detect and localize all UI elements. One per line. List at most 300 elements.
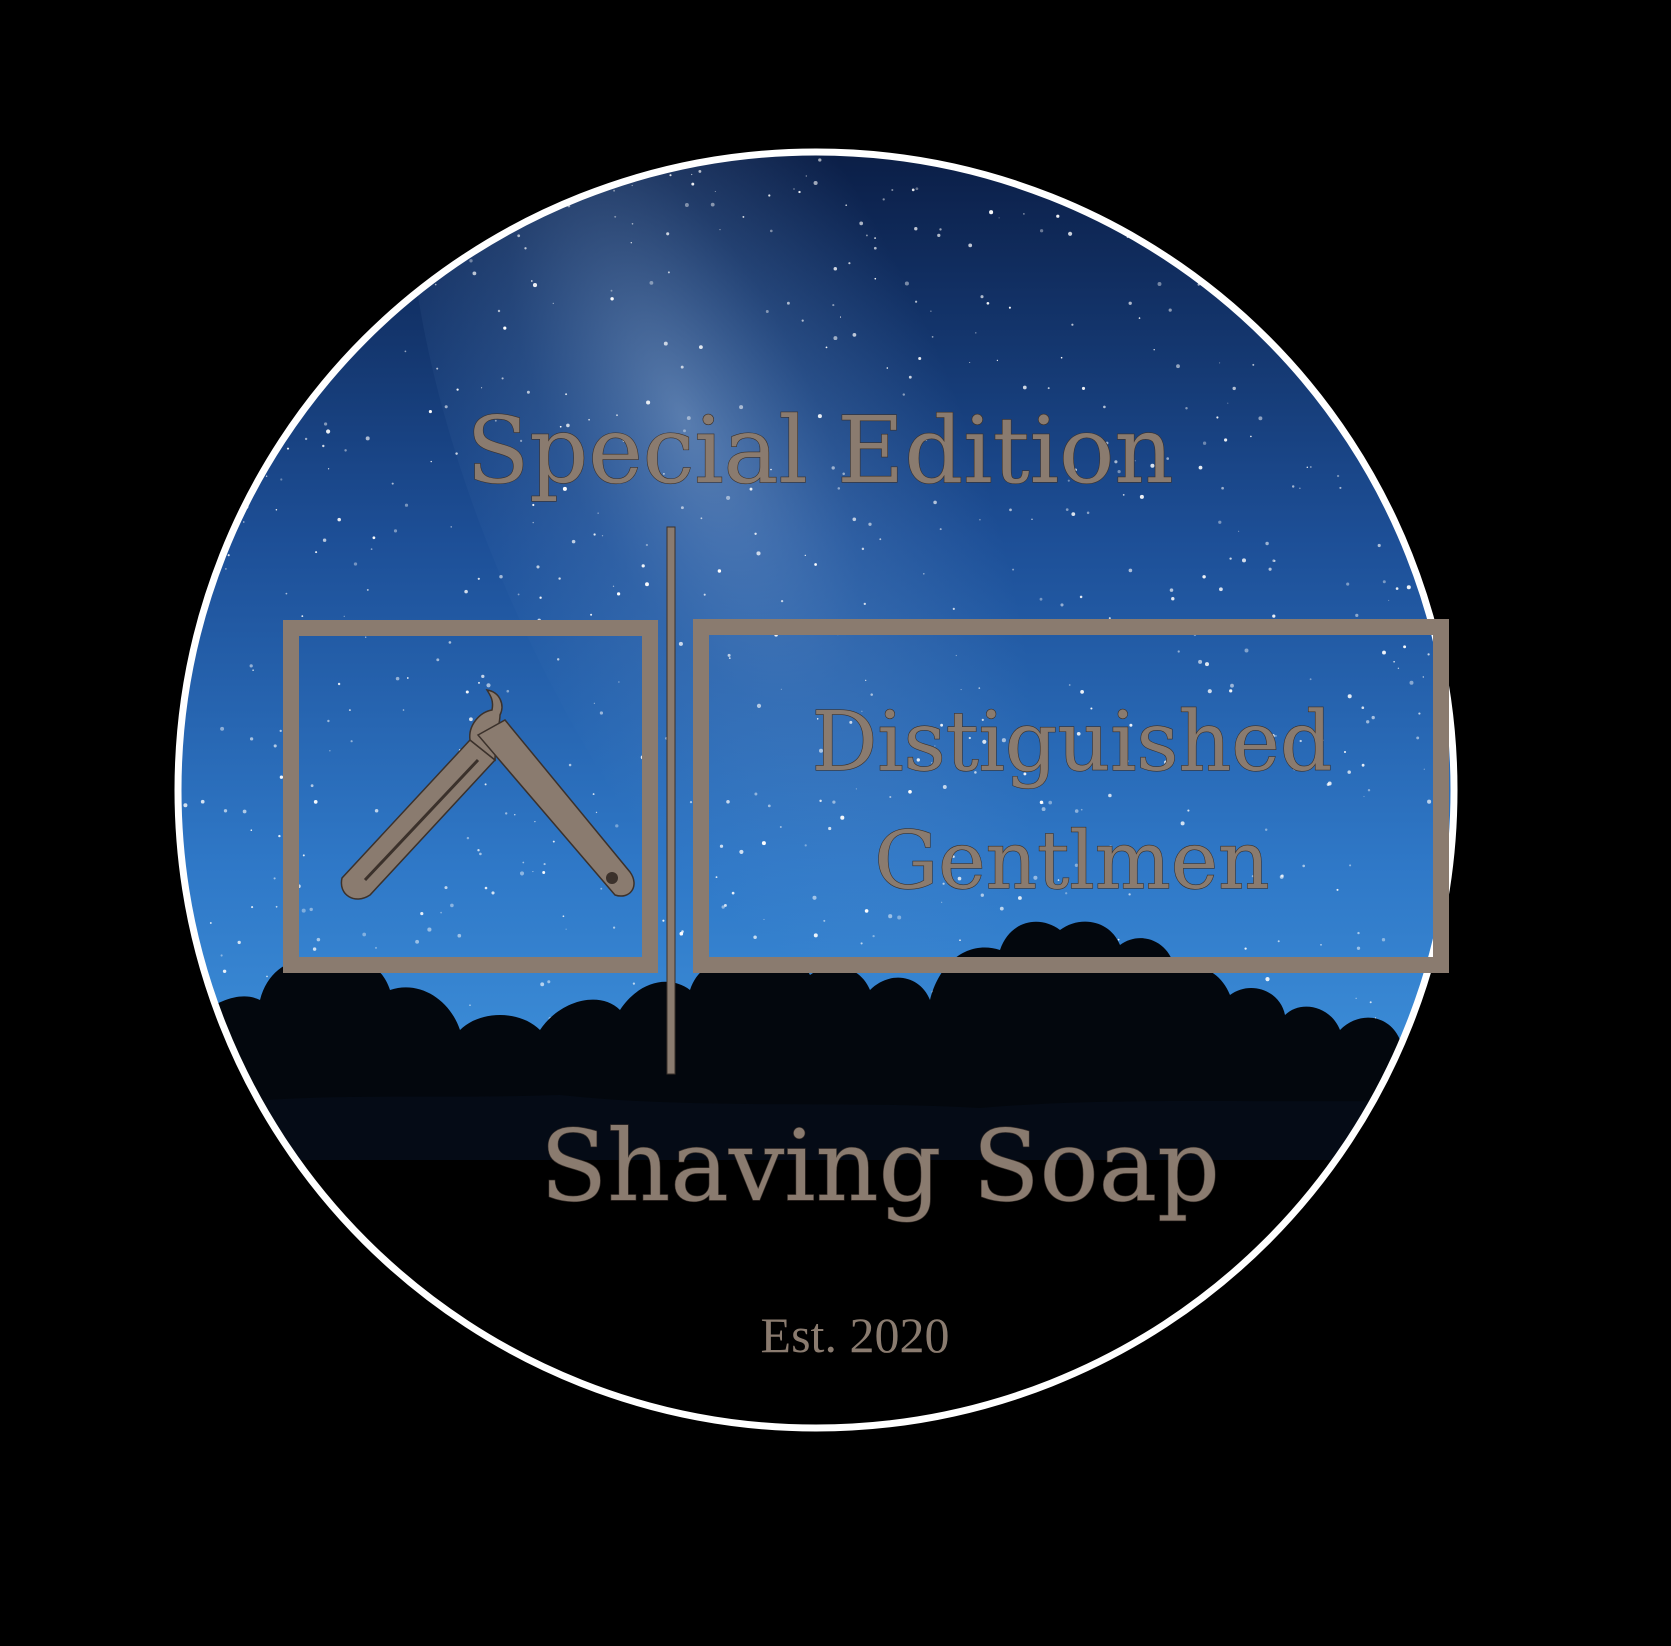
star <box>536 565 539 568</box>
star <box>481 675 484 678</box>
star <box>1265 977 1269 981</box>
star <box>1219 362 1220 363</box>
star <box>309 908 312 911</box>
star <box>415 940 419 944</box>
star <box>445 405 448 408</box>
star <box>225 568 227 570</box>
star <box>1048 387 1050 389</box>
star <box>371 548 373 550</box>
star <box>1357 947 1360 950</box>
star <box>569 764 572 767</box>
star <box>1451 992 1452 993</box>
star <box>1355 614 1358 617</box>
star <box>681 930 684 933</box>
star <box>1396 587 1399 590</box>
star <box>264 311 265 312</box>
star <box>923 573 925 575</box>
star <box>532 504 534 506</box>
star <box>466 221 470 225</box>
star <box>534 821 535 822</box>
star <box>1354 226 1357 229</box>
star <box>1388 600 1389 601</box>
star <box>1040 801 1043 804</box>
star <box>1040 598 1043 601</box>
star <box>327 720 329 722</box>
star <box>237 487 239 489</box>
star <box>464 247 467 250</box>
star <box>456 388 458 390</box>
star <box>939 228 941 230</box>
star <box>1242 558 1246 562</box>
star <box>498 310 500 312</box>
star <box>1296 302 1298 304</box>
star <box>303 854 305 856</box>
star <box>518 593 520 595</box>
star <box>337 518 341 522</box>
star <box>818 158 821 161</box>
star <box>812 896 816 900</box>
star <box>905 281 909 285</box>
star <box>1040 229 1043 232</box>
star <box>868 523 871 526</box>
star <box>992 162 995 165</box>
star <box>781 689 782 690</box>
star <box>1368 789 1370 791</box>
star <box>1328 312 1329 313</box>
star <box>1061 357 1063 359</box>
star <box>396 677 400 681</box>
star <box>593 533 595 535</box>
star <box>356 292 359 295</box>
star <box>1346 583 1349 586</box>
star <box>185 1042 189 1046</box>
star <box>1382 938 1385 941</box>
star <box>276 906 278 908</box>
star <box>344 449 346 451</box>
star <box>866 234 868 236</box>
star <box>961 689 962 690</box>
brand-name-line-1: Distiguished <box>811 695 1333 790</box>
star <box>1268 162 1269 163</box>
star <box>206 1000 210 1004</box>
star <box>499 575 502 578</box>
star <box>596 812 597 813</box>
star <box>278 835 280 837</box>
star <box>314 320 315 321</box>
star <box>613 586 614 587</box>
star <box>1423 676 1424 677</box>
star <box>1344 751 1346 753</box>
star <box>467 837 469 839</box>
star <box>1362 191 1364 193</box>
star <box>520 871 524 875</box>
star <box>301 615 303 617</box>
star <box>318 296 322 300</box>
star <box>1071 324 1073 326</box>
star <box>691 183 694 186</box>
star <box>690 801 692 803</box>
star <box>805 555 806 556</box>
star <box>1245 284 1247 286</box>
star <box>1188 169 1191 172</box>
star <box>253 225 255 227</box>
star <box>1203 442 1206 445</box>
star <box>351 740 353 742</box>
star <box>328 468 329 469</box>
star <box>1349 864 1351 866</box>
star <box>436 658 439 661</box>
star <box>631 242 632 243</box>
star <box>533 522 534 523</box>
star <box>715 191 716 192</box>
star <box>517 234 520 237</box>
star <box>691 174 692 175</box>
star <box>1402 280 1405 283</box>
star <box>615 824 618 827</box>
star <box>889 796 891 798</box>
star <box>503 327 506 330</box>
star <box>845 204 847 206</box>
star <box>524 247 526 249</box>
star <box>1009 509 1012 512</box>
star <box>1313 355 1317 359</box>
star <box>328 284 329 285</box>
star <box>514 814 515 815</box>
star <box>451 526 452 527</box>
star <box>600 888 602 890</box>
star <box>1060 603 1063 606</box>
star <box>1080 596 1083 599</box>
star <box>365 637 366 638</box>
star <box>1336 889 1338 891</box>
star <box>887 367 889 369</box>
star <box>252 669 254 671</box>
star <box>431 461 432 462</box>
star <box>987 302 990 305</box>
star <box>1202 575 1205 578</box>
star <box>852 517 856 521</box>
star <box>633 982 635 984</box>
star <box>959 939 961 941</box>
star <box>326 429 330 433</box>
star <box>664 342 668 346</box>
star <box>323 538 326 541</box>
star <box>433 162 436 165</box>
star <box>266 976 268 978</box>
star <box>969 362 970 363</box>
star <box>482 232 484 234</box>
star <box>1455 435 1458 438</box>
star <box>1393 661 1395 663</box>
star <box>444 886 447 889</box>
star <box>716 876 718 878</box>
star <box>874 247 877 250</box>
star <box>1336 266 1338 268</box>
star <box>1229 689 1232 692</box>
star <box>558 577 560 579</box>
star <box>1216 416 1218 418</box>
star <box>182 252 184 254</box>
star <box>1158 282 1162 286</box>
star <box>662 920 664 922</box>
star <box>1355 384 1359 388</box>
star <box>1087 512 1090 515</box>
star <box>329 750 330 751</box>
star <box>1421 285 1423 287</box>
product-name: Shaving Soap <box>540 1110 1220 1224</box>
star <box>329 335 333 339</box>
star <box>787 302 790 305</box>
star <box>469 717 473 721</box>
star <box>481 387 482 388</box>
star <box>344 616 345 617</box>
star <box>1224 438 1227 441</box>
star <box>1400 351 1403 354</box>
star <box>805 844 807 846</box>
star <box>1219 587 1223 591</box>
star <box>563 915 565 917</box>
star <box>726 800 730 804</box>
star <box>1229 557 1231 559</box>
star <box>768 805 771 808</box>
star <box>238 941 241 944</box>
star <box>613 927 615 929</box>
star <box>1187 810 1189 812</box>
star <box>823 920 825 922</box>
star <box>1435 1013 1439 1017</box>
star <box>814 181 818 185</box>
star <box>590 614 592 616</box>
star <box>594 703 595 704</box>
star <box>598 513 599 514</box>
star <box>1382 651 1386 655</box>
star <box>1082 387 1085 390</box>
star <box>183 803 187 807</box>
star <box>427 928 431 932</box>
star <box>611 290 613 292</box>
star <box>524 204 527 207</box>
star <box>1284 346 1288 350</box>
star <box>632 223 634 225</box>
star <box>698 170 701 173</box>
star <box>1375 1017 1376 1018</box>
star <box>405 351 407 353</box>
star <box>1080 690 1084 694</box>
star <box>1446 451 1450 455</box>
star <box>650 281 654 285</box>
star <box>1023 386 1027 390</box>
star <box>251 906 253 908</box>
star <box>1169 309 1172 312</box>
star <box>349 709 351 711</box>
star <box>953 608 955 610</box>
star <box>1302 865 1305 868</box>
star <box>1366 720 1369 723</box>
star <box>1139 317 1141 319</box>
star <box>205 1030 209 1034</box>
star <box>997 360 998 361</box>
star <box>891 189 893 191</box>
star <box>834 267 838 271</box>
star <box>600 711 603 714</box>
star <box>802 320 804 322</box>
star <box>754 793 757 796</box>
star <box>1326 350 1329 353</box>
star <box>306 233 309 236</box>
star <box>968 244 972 248</box>
star <box>915 301 917 303</box>
star <box>732 892 735 895</box>
star <box>1129 569 1133 573</box>
star <box>1176 364 1180 368</box>
star <box>1069 684 1071 686</box>
star <box>1414 463 1416 465</box>
star <box>918 357 921 360</box>
star <box>1458 685 1460 687</box>
star <box>1385 460 1388 463</box>
star <box>1289 177 1290 178</box>
star <box>888 914 892 918</box>
star <box>1356 998 1357 999</box>
star <box>1424 769 1425 770</box>
star <box>267 429 269 431</box>
star <box>798 191 800 193</box>
star <box>193 204 196 207</box>
star <box>303 287 306 290</box>
star <box>766 310 769 313</box>
star <box>610 297 613 300</box>
star <box>189 440 190 441</box>
star <box>1337 475 1339 477</box>
star <box>1452 402 1456 406</box>
star <box>865 909 869 913</box>
star <box>638 165 641 168</box>
star <box>1252 279 1256 283</box>
star <box>1230 684 1234 688</box>
star <box>940 528 942 530</box>
star <box>367 589 369 591</box>
star <box>375 809 379 813</box>
star <box>446 242 449 245</box>
star <box>679 642 683 646</box>
star <box>1301 341 1302 342</box>
star <box>711 203 715 207</box>
star <box>718 569 721 572</box>
star <box>251 829 253 831</box>
star <box>874 278 876 280</box>
star <box>532 871 533 872</box>
star <box>1348 694 1352 698</box>
star <box>848 262 850 264</box>
star <box>228 554 230 556</box>
star <box>1272 559 1275 562</box>
star <box>1232 387 1235 390</box>
star <box>566 929 567 930</box>
star <box>996 162 998 164</box>
star <box>489 225 491 227</box>
star <box>1068 232 1072 236</box>
star <box>1407 585 1411 589</box>
star <box>255 309 259 313</box>
star <box>613 190 615 192</box>
star <box>553 841 555 843</box>
star <box>250 737 253 740</box>
star <box>314 800 318 804</box>
star <box>1232 169 1235 172</box>
star <box>980 295 983 298</box>
star <box>234 266 237 269</box>
star <box>264 381 265 382</box>
star <box>1170 588 1174 592</box>
star <box>486 683 490 687</box>
star <box>1307 467 1308 468</box>
star <box>668 271 670 273</box>
star <box>819 800 821 802</box>
star <box>1129 302 1132 305</box>
star <box>1048 801 1052 805</box>
star <box>1265 542 1268 545</box>
star <box>874 237 876 239</box>
star <box>742 216 744 218</box>
star <box>1009 307 1011 309</box>
star <box>403 289 406 292</box>
star <box>464 590 468 594</box>
star <box>1391 485 1393 487</box>
star <box>1133 200 1136 203</box>
star <box>642 564 645 567</box>
star <box>1205 662 1209 666</box>
star <box>394 529 397 532</box>
star <box>937 234 940 237</box>
star <box>1371 373 1373 375</box>
star <box>565 393 567 395</box>
star <box>407 677 409 679</box>
star <box>617 592 620 595</box>
star <box>232 485 235 488</box>
star <box>317 938 321 942</box>
star <box>235 286 239 290</box>
star <box>729 657 731 659</box>
star <box>373 536 376 539</box>
star <box>1416 736 1419 739</box>
star <box>1056 215 1059 218</box>
star <box>220 727 224 731</box>
star <box>305 438 307 440</box>
star <box>861 942 863 944</box>
star <box>1258 416 1262 420</box>
star <box>1339 487 1341 489</box>
star <box>539 597 541 599</box>
star <box>367 283 369 285</box>
star <box>313 947 316 950</box>
star <box>506 690 509 693</box>
star <box>531 280 533 282</box>
star <box>833 336 837 340</box>
star <box>1345 236 1348 239</box>
star <box>1363 796 1364 797</box>
star <box>1026 179 1027 180</box>
star <box>757 704 761 708</box>
star <box>1299 488 1300 489</box>
star <box>930 311 931 312</box>
star <box>975 332 976 333</box>
star <box>1363 173 1364 174</box>
star <box>908 790 912 794</box>
star <box>1292 485 1294 487</box>
star <box>322 445 324 447</box>
star <box>302 909 306 913</box>
star <box>1185 407 1187 409</box>
